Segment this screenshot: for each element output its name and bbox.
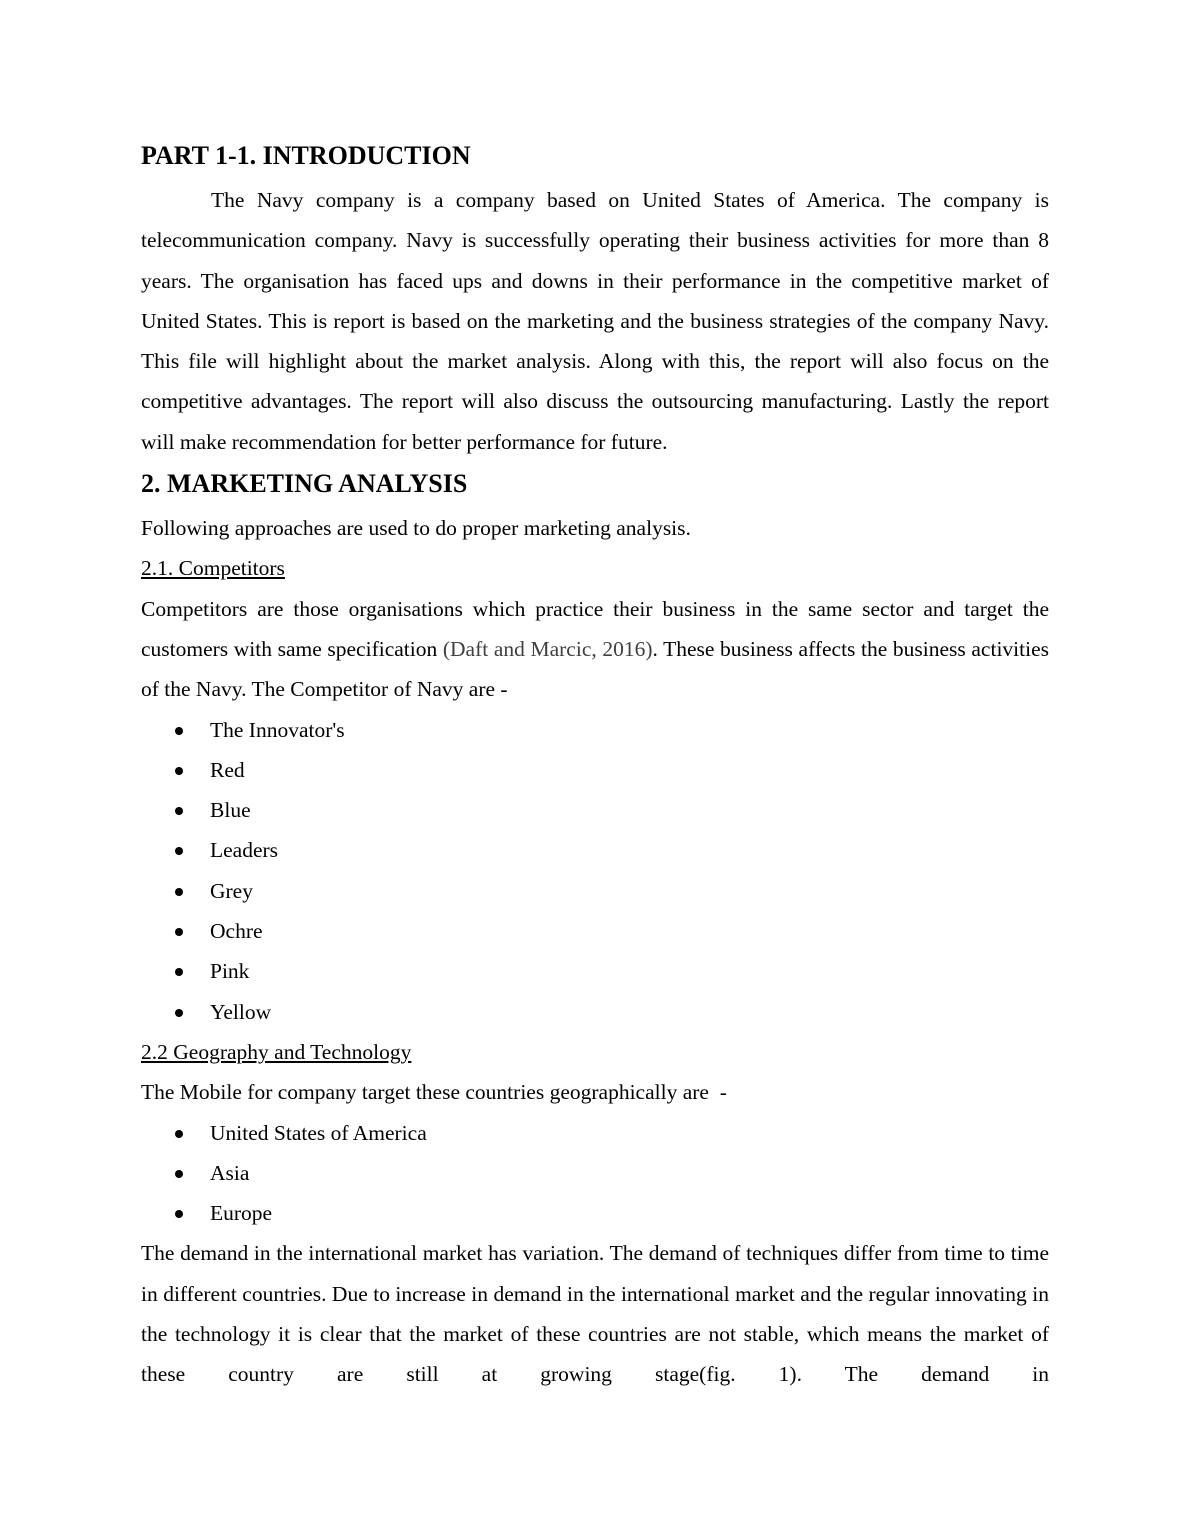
bullet-icon	[175, 968, 183, 976]
bullet-icon	[175, 1009, 183, 1017]
competitors-text-after: . These business affects the business activities of the Navy. The Competitor of Navy are -	[141, 636, 1049, 702]
marketing-heading: 2. MARKETING ANALYSIS	[141, 469, 468, 499]
intro-paragraph: The Navy company is a company based on United States of America. The company is telecommunication company. Navy is successfully operating their business activities for more than 8 years. The organisation has faced ups and downs in their performance in the competitive market of United States. This is report is based on the marketing and the business strategies of the company Navy. This file will highlight about the market analysis. Along with this, the report will also focus on the competitive advantages. The report will also discuss the outsourcing manufacturing. Lastly the report will make recommendation for better performance for future.	[141, 188, 1049, 454]
bullet-icon	[175, 847, 183, 855]
citation: (Daft and Marcic, 2016)	[442, 636, 653, 661]
geography-list	[141, 1113, 1049, 1234]
list-item: The Innovator's	[141, 710, 1049, 750]
bullet-icon	[175, 807, 183, 815]
list-item: Leaders	[141, 830, 1049, 870]
bullet-icon	[175, 727, 183, 735]
marketing-intro: Following approaches are used to do proper marketing analysis.	[141, 516, 691, 541]
bullet-icon	[175, 767, 183, 775]
geography-subheading: 2.2 Geography and Technology	[141, 1039, 412, 1064]
bullet-icon	[175, 888, 183, 896]
bullet-icon	[175, 928, 183, 936]
document-page	[141, 138, 1049, 1395]
bullet-icon	[175, 1210, 183, 1218]
list-item: Europe	[141, 1193, 1049, 1233]
list-item: Red	[141, 750, 1049, 790]
list-item: Ochre	[141, 911, 1049, 951]
list-item: Pink	[141, 951, 1049, 991]
list-item: United States of America	[141, 1113, 1049, 1153]
list-item: Asia	[141, 1153, 1049, 1193]
competitors-list	[141, 710, 1049, 1032]
competitors-paragraph	[141, 589, 1049, 710]
intro-heading: PART 1-1. INTRODUCTION	[141, 141, 471, 170]
geography-intro: The Mobile for company target these countries geographically are -	[141, 1080, 727, 1105]
bullet-icon	[175, 1170, 183, 1178]
geography-paragraph: The demand in the international market has variation. The demand of techniques differ from time to time in different countries. Due to increase in demand in the international market and the regular innovating in the technology it is clear that the market of these countries are not stable, which means the market of these country are still at growing stage(fig. 1). The demand in	[141, 1241, 1049, 1387]
competitors-subheading: 2.1. Competitors	[141, 556, 285, 581]
list-item: Grey	[141, 871, 1049, 911]
competitors-text-before: Competitors are those organisations which practice their business in the same sector and target the customers with same specification	[141, 596, 1049, 661]
list-item: Blue	[141, 790, 1049, 830]
list-item: Yellow	[141, 992, 1049, 1032]
bullet-icon	[175, 1130, 183, 1138]
